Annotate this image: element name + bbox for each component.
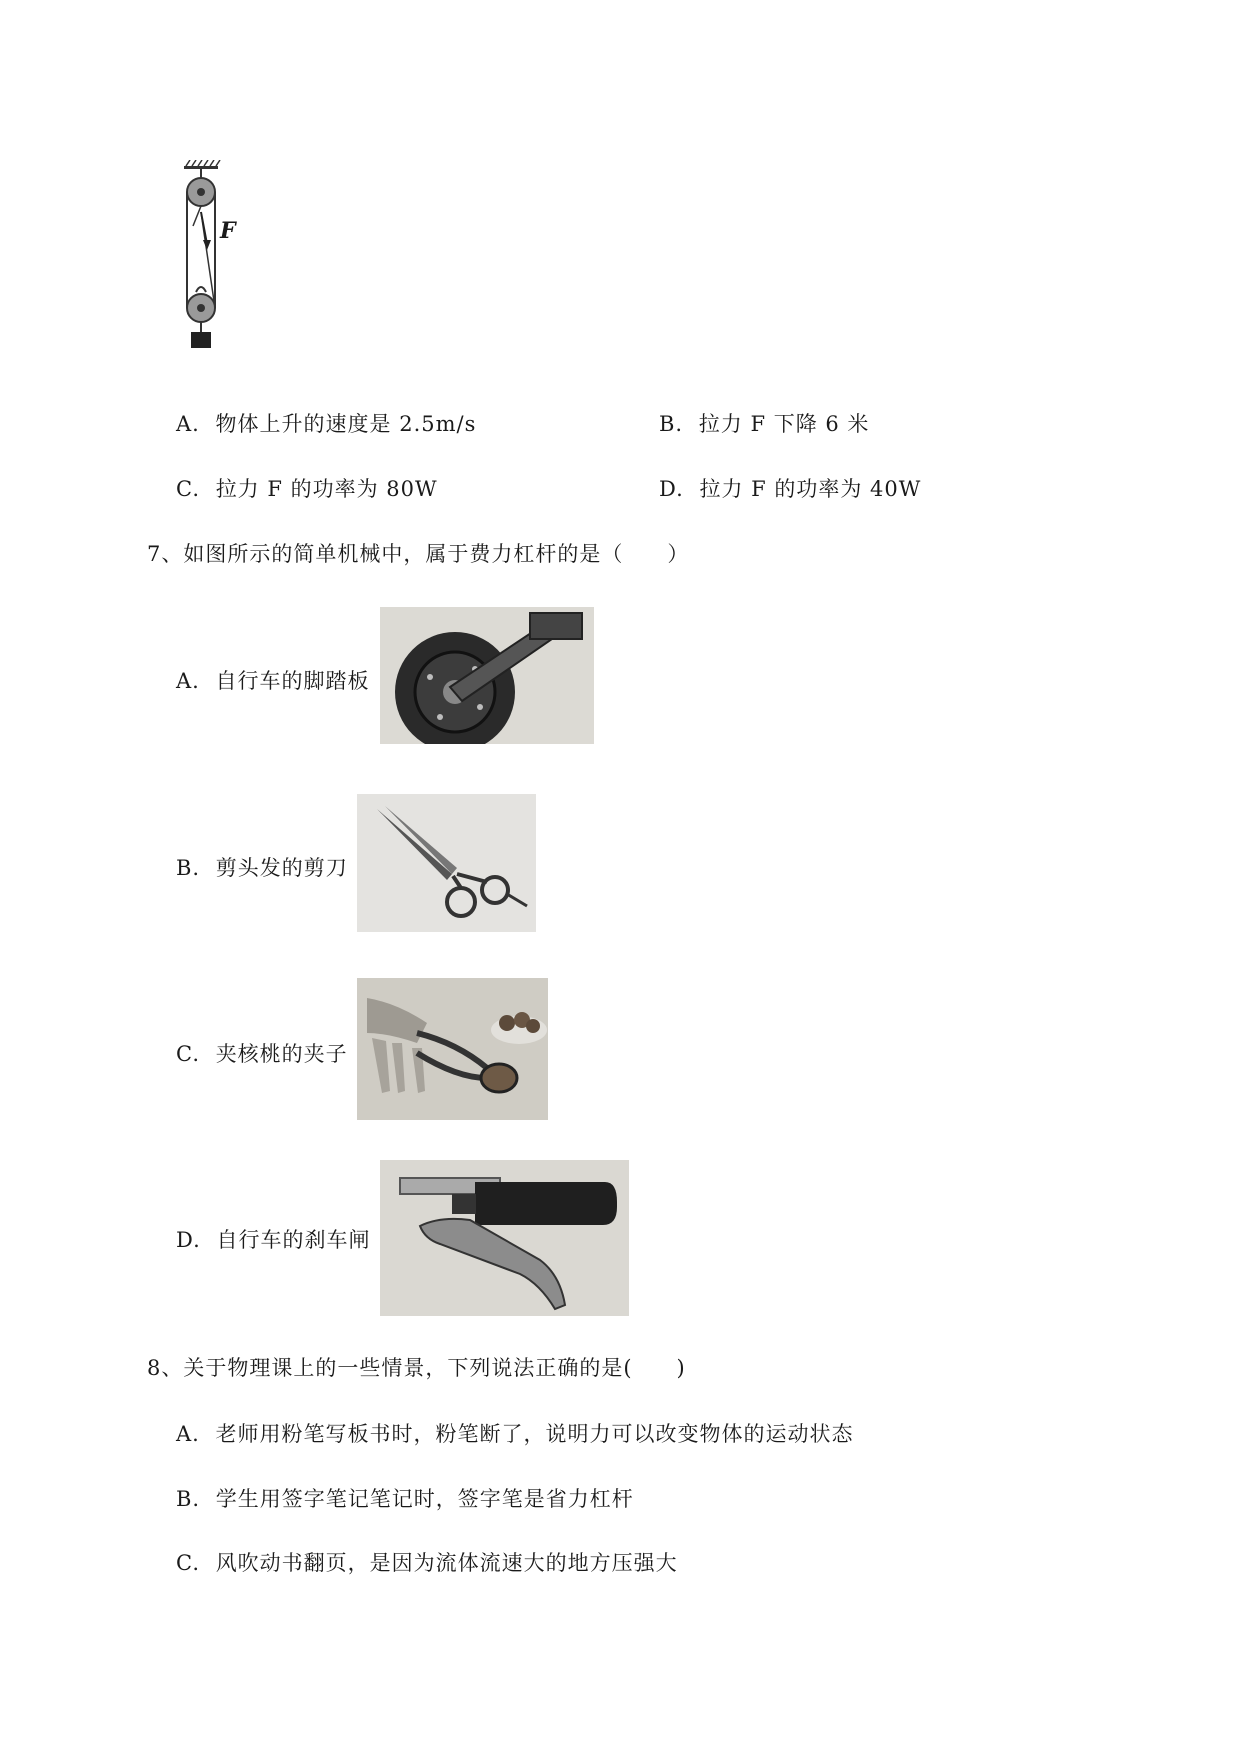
q7-option-d[interactable]: [176, 1224, 370, 1254]
q7-option-c[interactable]: [176, 1038, 348, 1068]
option-text: 拉力 F 下降 6 米: [698, 412, 870, 436]
option-letter: D.: [176, 1228, 201, 1252]
option-letter: A.: [176, 412, 200, 436]
walnut-cracker-image: [357, 978, 548, 1120]
option-text: 自行车的脚踏板: [215, 669, 370, 693]
option-letter: A.: [176, 1422, 200, 1446]
q8-option-b[interactable]: [176, 1483, 634, 1513]
option-text: 风吹动书翻页，是因为流体流速大的地方压强大: [215, 1551, 678, 1575]
option-text: 老师用粉笔写板书时，粉笔断了，说明力可以改变物体的运动状态: [215, 1422, 854, 1446]
q6-option-b[interactable]: [659, 408, 869, 438]
q6-option-c[interactable]: [176, 473, 438, 503]
q6-option-a[interactable]: [176, 408, 476, 438]
option-text: 学生用签字笔记笔记时，签字笔是省力杠杆: [215, 1487, 634, 1511]
q7-option-b[interactable]: [176, 852, 348, 882]
hair-scissors-image: [357, 794, 536, 932]
option-letter: C.: [176, 1551, 200, 1575]
q7-stem: 7、如图所示的简单机械中，属于费力杠杆的是（ ）: [147, 542, 690, 566]
option-text: 拉力 F 的功率为 40W: [699, 477, 922, 501]
option-letter: D.: [659, 477, 684, 501]
force-label: F: [220, 218, 236, 244]
pulley-figure: [176, 160, 256, 365]
q6-option-d[interactable]: [659, 473, 921, 503]
q8-option-c[interactable]: [176, 1547, 678, 1577]
bicycle-pedal-image: [380, 607, 594, 744]
bicycle-brake-lever-image: [380, 1160, 629, 1316]
option-letter: B.: [659, 412, 684, 436]
option-text: 自行车的刹车闸: [216, 1228, 371, 1252]
option-letter: B.: [176, 1487, 201, 1511]
option-letter: A.: [176, 669, 200, 693]
option-letter: C.: [176, 477, 200, 501]
option-text: 拉力 F 的功率为 80W: [215, 477, 438, 501]
option-text: 剪头发的剪刀: [215, 856, 348, 880]
option-text: 夹核桃的夹子: [215, 1042, 348, 1066]
option-text: 物体上升的速度是 2.5m/s: [215, 412, 477, 436]
q8-stem: 8、关于物理课上的一些情景，下列说法正确的是( ): [147, 1356, 686, 1380]
option-letter: C.: [176, 1042, 200, 1066]
q8-option-a[interactable]: [176, 1418, 854, 1448]
option-letter: B.: [176, 856, 201, 880]
q7-option-a[interactable]: [176, 665, 370, 695]
